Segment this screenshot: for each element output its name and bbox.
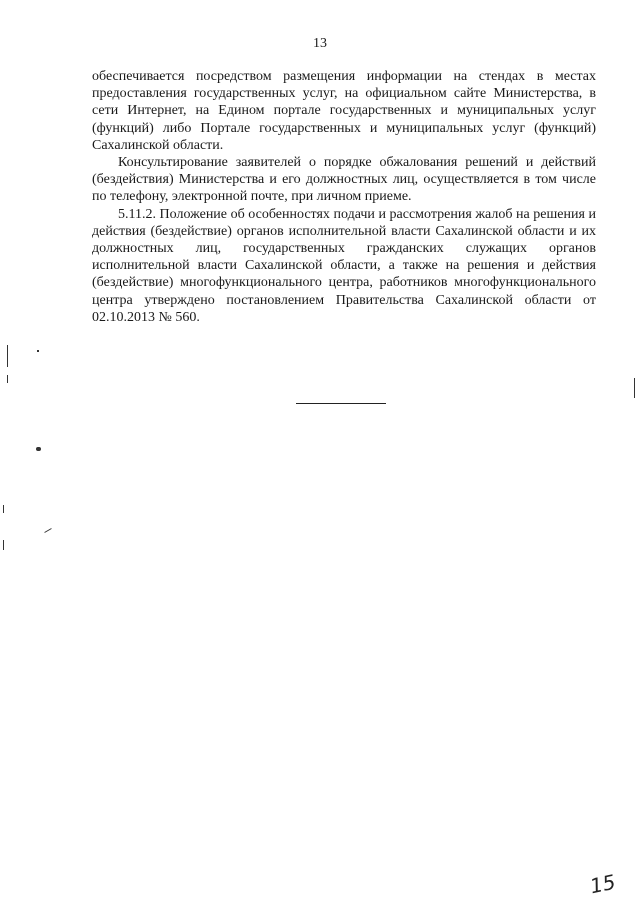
scan-mark [7, 375, 8, 383]
scan-mark [37, 350, 39, 352]
scan-mark [3, 505, 4, 513]
page-number: 13 [313, 36, 327, 51]
paragraph-5-11-2: 5.11.2. Положение об особенностях подачи и рассмотрения жалоб на решения и действия (бездействие) органов исполнительной власти Сахалинской области и их должностных лиц, государственных гражданских служащих органов исполнительной власти Сахалинской области, а также на решения и действия (бездействие) многофункционального центра, работников многофункционального центра утверждено постановлением Правительства Сахалинской области от 02.10.2013 № 560. [92, 206, 596, 325]
end-of-text-rule [296, 403, 386, 404]
scan-mark [36, 447, 41, 451]
scan-mark [44, 528, 51, 533]
scan-mark [3, 540, 4, 550]
scan-mark [7, 345, 8, 367]
scan-mark [634, 378, 635, 398]
handwritten-page-note: 15 [587, 869, 618, 899]
document-body [92, 68, 596, 326]
paragraph-continuation: обеспечивается посредством размещения информации на стендах в местах предоставления государственных услуг, на официальном сайте Министерства, в сети Интернет, на Едином портале государственных и муниципальных услуг (функций) либо Портале государственных и муниципальных услуг (функций) Сахалинской области. [92, 69, 596, 153]
paragraph-consultation: Консультирование заявителей о порядке обжалования решений и действий (бездействия) Министерства и его должностных лиц, осуществляется в том числе по телефону, электронной почте, при личном приеме. [92, 155, 596, 205]
